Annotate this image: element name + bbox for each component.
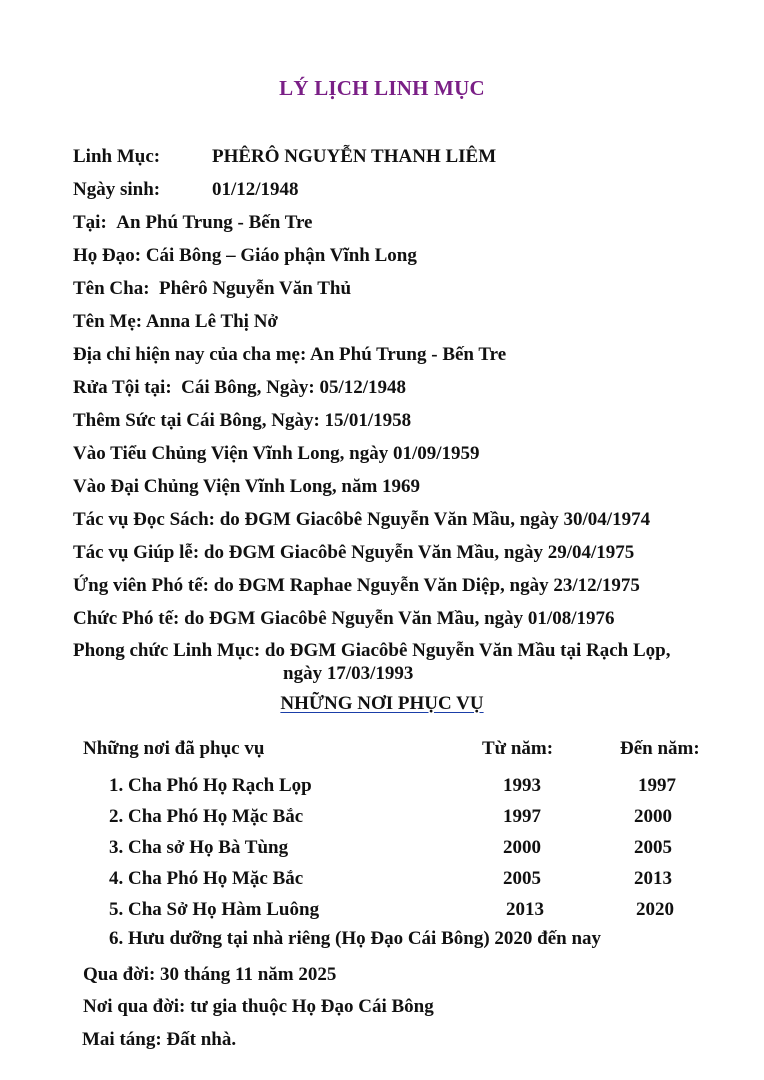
info-line-lector bbox=[73, 509, 650, 531]
service-row-to: 2005 bbox=[634, 837, 672, 858]
service-row-place: 5. Cha Sở Họ Hàm Luông bbox=[109, 899, 320, 920]
column-header-from: Từ năm: bbox=[482, 738, 554, 759]
service-row-to: 1997 bbox=[638, 775, 676, 796]
service-row-retirement: 6. Hưu dưỡng tại nhà riêng (Họ Đạo Cái Bông) 2020 đến nay bbox=[109, 928, 602, 949]
info-label: Tên Mẹ: bbox=[73, 311, 143, 332]
service-row-from: 1993 bbox=[503, 775, 541, 796]
info-line-baptism bbox=[73, 377, 406, 399]
service-row-from: 2000 bbox=[503, 837, 541, 858]
info-label: Tác vụ Đọc Sách: bbox=[73, 509, 215, 530]
column-header-place: Những nơi đã phục vụ bbox=[83, 738, 265, 759]
info-value: Anna Lê Thị Nở bbox=[145, 311, 278, 332]
info-label: Vào Đại Chủng Viện bbox=[73, 476, 241, 497]
section-heading-service bbox=[0, 693, 764, 715]
info-label: Tại: bbox=[73, 212, 107, 233]
info-line-acolyte bbox=[73, 542, 634, 564]
death-place: Nơi qua đời: tư gia thuộc Họ Đạo Cái Bông bbox=[83, 996, 434, 1017]
info-line-parents-address bbox=[73, 344, 506, 366]
service-row-to: 2013 bbox=[634, 868, 672, 889]
info-value: An Phú Trung - Bến Tre bbox=[116, 212, 313, 233]
info-value: Cái Bông, Ngày: 05/12/1948 bbox=[181, 377, 407, 398]
section-heading-text: NHỮNG NƠI PHỤC VỤ bbox=[280, 693, 484, 714]
info-value: PHÊRÔ NGUYỄN THANH LIÊM bbox=[212, 146, 497, 167]
info-line-father bbox=[73, 278, 351, 300]
info-label: Ứng viên Phó tế: bbox=[73, 575, 209, 596]
service-row-from: 1997 bbox=[503, 806, 541, 827]
burial: Mai táng: Đất nhà. bbox=[82, 1029, 237, 1050]
info-line-ordination bbox=[73, 640, 670, 662]
info-line-birth-place bbox=[73, 212, 313, 234]
info-label: Chức Phó tế: bbox=[73, 608, 180, 629]
info-line-confirmation bbox=[73, 410, 411, 432]
column-header-to: Đến năm: bbox=[620, 738, 700, 759]
info-line-diaconate bbox=[73, 608, 615, 630]
service-row-place: 3. Cha sở Họ Bà Tùng bbox=[109, 837, 289, 858]
info-label: Phong chức Linh Mục: bbox=[73, 640, 261, 661]
service-row-place: 2. Cha Phó Họ Mặc Bắc bbox=[109, 806, 304, 827]
info-line-priest-name bbox=[73, 146, 496, 168]
info-value: do ĐGM Giacôbê Nguyễn Văn Mầu, ngày 01/08/1976 bbox=[184, 608, 615, 629]
info-label: Vào Tiểu Chủng Viện bbox=[73, 443, 249, 464]
service-row-place: 4. Cha Phó Họ Mặc Bắc bbox=[109, 868, 304, 889]
info-line-birth-date bbox=[73, 179, 299, 201]
info-value: do ĐGM Giacôbê Nguyễn Văn Mầu, ngày 29/04/1975 bbox=[203, 542, 635, 563]
info-label: Rửa Tội tại: bbox=[73, 377, 172, 398]
info-value: Vĩnh Long, năm 1969 bbox=[244, 476, 421, 497]
info-value: Cái Bông – Giáo phận Vĩnh Long bbox=[145, 245, 417, 266]
info-label: Tên Cha: bbox=[73, 278, 150, 299]
info-line-major-seminary bbox=[73, 476, 420, 498]
info-value: 01/12/1948 bbox=[212, 179, 299, 200]
service-row-from: 2013 bbox=[506, 899, 544, 920]
info-line-diaconate-candidate bbox=[73, 575, 640, 597]
info-label: Linh Mục: bbox=[73, 146, 161, 167]
info-label: Ngày sinh: bbox=[73, 179, 161, 200]
service-row-from: 2005 bbox=[503, 868, 541, 889]
info-value: Cái Bông, Ngày: 15/01/1958 bbox=[186, 410, 412, 431]
info-value: Vĩnh Long, ngày 01/09/1959 bbox=[252, 443, 480, 464]
service-row-to: 2020 bbox=[636, 899, 674, 920]
page-title: LÝ LỊCH LINH MỤC bbox=[279, 76, 485, 100]
info-value: An Phú Trung - Bến Tre bbox=[309, 344, 507, 365]
info-label: Địa chỉ hiện nay của cha mẹ: bbox=[73, 344, 307, 365]
info-value: Phêrô Nguyễn Văn Thủ bbox=[159, 278, 352, 299]
info-label: Thêm Sức tại bbox=[73, 410, 182, 431]
info-line-ordination-date: ngày 17/03/1993 bbox=[283, 663, 414, 684]
info-label: Tác vụ Giúp lễ: bbox=[73, 542, 200, 563]
info-line-minor-seminary bbox=[73, 443, 480, 465]
service-row-place: 1. Cha Phó Họ Rạch Lọp bbox=[109, 775, 312, 796]
info-line-mother bbox=[73, 311, 278, 333]
service-row-to: 2000 bbox=[634, 806, 672, 827]
info-value: do ĐGM Raphae Nguyễn Văn Diệp, ngày 23/12/1975 bbox=[213, 575, 640, 596]
info-value: do ĐGM Giacôbê Nguyễn Văn Mầu, ngày 30/04/1974 bbox=[219, 509, 651, 530]
info-label: Họ Đạo: bbox=[73, 245, 142, 266]
info-value: do ĐGM Giacôbê Nguyễn Văn Mầu tại Rạch Lọp, bbox=[264, 640, 671, 661]
info-line-parish bbox=[73, 245, 417, 267]
death-date: Qua đời: 30 tháng 11 năm 2025 bbox=[83, 964, 337, 985]
